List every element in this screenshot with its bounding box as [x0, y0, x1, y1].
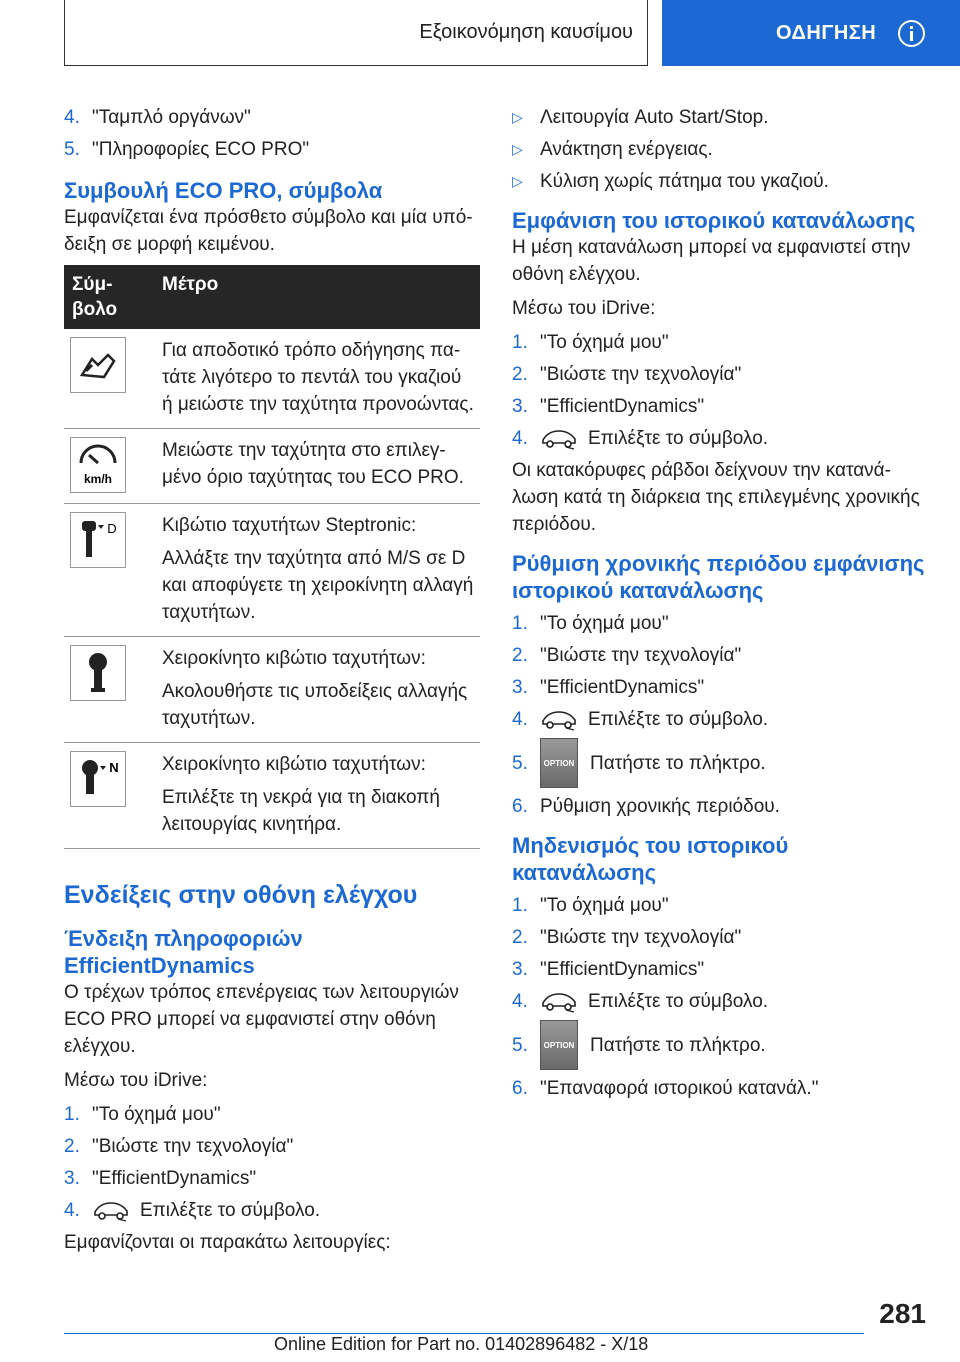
option-key-icon: OPTION: [540, 1020, 578, 1070]
list-item: [512, 329, 928, 356]
table-row: [64, 637, 480, 743]
step-text: "Βιώστε την τεχνολογία": [92, 1136, 294, 1157]
list-item: [64, 136, 480, 163]
info-paragraph: Ο τρέχων τρόπος επενέργειας των λειτουργιών ECO PRO μπορεί να εμφανιστεί στην οθόνη ελέγχου.: [64, 982, 459, 1057]
list-item: [64, 1197, 480, 1224]
table-row: [64, 504, 480, 637]
symbol-cell: [64, 637, 154, 743]
header-section: [64, 0, 648, 66]
list-item: [512, 393, 928, 420]
list-item: [64, 1165, 480, 1192]
measure-text: Ακολουθήστε τις υποδείξεις αλλαγής ταχυτήτων.: [162, 681, 468, 729]
step-number: 4.: [512, 428, 528, 449]
section-heading-display: Ενδείξεις στην οθόνη ελέγχου: [64, 881, 418, 909]
bullet-text: Λειτουργία Auto Start/Stop.: [540, 107, 769, 128]
step-text: "Το όχημά μου": [92, 1104, 221, 1125]
step-number: 4.: [512, 709, 528, 730]
step-number: 2.: [512, 364, 528, 385]
functions-label: Εμφανίζονται οι παρακάτω λειτουργίες:: [64, 1232, 391, 1253]
symbol-cell: [64, 329, 154, 429]
symbol-cell: [64, 429, 154, 504]
list-item: [64, 104, 480, 131]
car-symbol-icon: [540, 990, 578, 1014]
car-symbol-icon: [540, 708, 578, 732]
list-item: [512, 892, 928, 919]
bullet-item: [512, 104, 928, 131]
info-steps-list: [64, 1101, 480, 1224]
step-text: Επιλέξτε το σύμβολο.: [140, 1200, 321, 1221]
section-title: Εξοικονόμηση καυσίμου: [419, 21, 633, 43]
list-item: [512, 956, 928, 983]
step-text: "Ταμπλό οργάνων": [92, 107, 251, 128]
list-item: [512, 1020, 928, 1070]
section-heading-period: Ρύθμιση χρονικής περιόδου εμφάνισης ιστορικού κατανάλωσης: [512, 551, 925, 603]
step-number: 5.: [512, 752, 528, 774]
idrive-label-right: Μέσω του iDrive:: [512, 298, 656, 319]
chapter-title: ΟΔΗΓΗΣΗ: [776, 21, 877, 44]
step-text: "Πληροφορίες ECO PRO": [92, 139, 310, 160]
measure-text: Χειροκίνητο κιβώτιο ταχυτήτων:: [162, 648, 426, 669]
bullet-triangle-icon: ▷: [512, 173, 523, 189]
bars-paragraph: Οι κατακόρυφες ράβδοι δείχνουν την κατανάλωση κατά τη διάρκεια της επιλεγμένης χρονικής περιόδου.: [512, 460, 920, 535]
step-text: Επιλέξτε το σύμβολο.: [588, 428, 769, 449]
list-item: [512, 674, 928, 701]
manual-neutral-n-icon: [70, 751, 126, 807]
section-heading-symbols: Συμβουλή ECO PRO, σύμβολα: [64, 178, 383, 203]
table-header-measure: Μέτρο: [154, 265, 480, 329]
step-number: 5.: [64, 139, 80, 160]
option-key-icon: OPTION: [540, 738, 578, 788]
step-text: Επιλέξτε το σύμβολο.: [588, 991, 769, 1012]
step-text: Επιλέξτε το σύμβολο.: [588, 709, 769, 730]
measure-cell: [154, 743, 480, 849]
steptronic-d-icon: [70, 512, 126, 568]
step-number: 1.: [64, 1104, 80, 1125]
measure-text: Για αποδοτικό τρόπο οδήγησης πατάτε λιγότερο το πεντάλ του γκαζιού ή μειώστε την ταχύτητα προνοώντας.: [162, 340, 474, 415]
list-item: [512, 924, 928, 951]
step-number: 2.: [64, 1136, 80, 1157]
measure-text: Επιλέξτε τη νεκρά για τη διακοπή λειτουργίας κινητήρα.: [162, 787, 440, 835]
history-steps-list: [512, 329, 928, 452]
header-chapter[interactable]: [662, 0, 960, 66]
symbols-table: [64, 265, 480, 849]
step-text: Πατήστε το πλήκτρο.: [590, 1034, 766, 1056]
measure-cell: [154, 429, 480, 504]
step-text: "EfficientDynamics": [92, 1168, 257, 1189]
measure-cell: [154, 504, 480, 637]
reset-steps-list: [512, 892, 928, 1102]
bullet-item: [512, 136, 928, 163]
menu-path-list: [64, 104, 480, 163]
step-text: "Βιώστε την τεχνολογία": [540, 645, 742, 666]
step-text: "EfficientDynamics": [540, 959, 705, 980]
page-number: 281: [879, 1298, 926, 1329]
list-item: [512, 706, 928, 733]
car-symbol-icon: [540, 427, 578, 451]
measure-cell: [154, 329, 480, 429]
step-text: "Το όχημά μου": [540, 895, 669, 916]
foot-off-pedal-icon: [70, 337, 126, 393]
step-number: 2.: [512, 927, 528, 948]
table-header-symbol: Σύμβολο: [64, 265, 154, 329]
step-text: "Το όχημά μου": [540, 613, 669, 634]
period-steps-list: [512, 610, 928, 820]
bullet-item: [512, 168, 928, 195]
section-heading-history: Εμφάνιση του ιστορικού κατανάλωσης: [512, 208, 916, 233]
functions-bullet-list: [512, 104, 928, 195]
table-row: [64, 743, 480, 849]
step-number: 4.: [512, 991, 528, 1012]
step-number: 3.: [512, 959, 528, 980]
step-number: 2.: [512, 645, 528, 666]
list-item: [64, 1101, 480, 1128]
svg-text:D: D: [107, 521, 117, 536]
list-item: [512, 988, 928, 1015]
idrive-label: Μέσω του iDrive:: [64, 1070, 208, 1091]
measure-text: Κιβώτιο ταχυτήτων Steptronic:: [162, 515, 417, 536]
speedometer-kmh-icon: [70, 437, 126, 493]
list-item: [512, 738, 928, 788]
step-text: "Βιώστε την τεχνολογία": [540, 927, 742, 948]
list-item: [512, 1075, 928, 1102]
list-item: [512, 361, 928, 388]
step-text: Ρύθμιση χρονικής περιόδου.: [540, 796, 780, 817]
history-paragraph: Η μέση κατανάλωση μπορεί να εμφανιστεί στην οθόνη ελέγχου.: [512, 237, 911, 285]
svg-text:km/h: km/h: [83, 472, 113, 486]
step-number: 3.: [64, 1168, 80, 1189]
step-text: Πατήστε το πλήκτρο.: [590, 752, 766, 774]
step-number: 3.: [512, 396, 528, 417]
step-number: 4.: [64, 107, 80, 128]
manual-shift-icon: [70, 645, 126, 701]
list-item: [512, 642, 928, 669]
list-item: [512, 425, 928, 452]
step-number: 6.: [512, 1078, 528, 1099]
info-icon[interactable]: [898, 20, 925, 47]
table-row: [64, 329, 480, 429]
section-heading-info: Ένδειξη πληροφοριών EfficientDynamics: [64, 926, 303, 978]
table-row: [64, 429, 480, 504]
step-number: 1.: [512, 895, 528, 916]
list-item: [512, 610, 928, 637]
step-text: "EfficientDynamics": [540, 396, 705, 417]
measure-text: Αλλάξτε την ταχύτητα από M/S σε D και αποφύγετε τη χειροκίνητη αλλαγή ταχυτήτων.: [162, 548, 474, 623]
left-column: [64, 104, 480, 1263]
step-number: 4.: [64, 1200, 80, 1221]
step-text: "EfficientDynamics": [540, 677, 705, 698]
step-number: 5.: [512, 1034, 528, 1056]
step-text: "Το όχημά μου": [540, 332, 669, 353]
list-item: [512, 793, 928, 820]
step-text: "Βιώστε την τεχνολογία": [540, 364, 742, 385]
svg-text:N: N: [109, 760, 119, 775]
bullet-triangle-icon: ▷: [512, 141, 523, 157]
symbol-cell: [64, 743, 154, 849]
step-number: 6.: [512, 796, 528, 817]
symbol-cell: [64, 504, 154, 637]
step-number: 3.: [512, 677, 528, 698]
measure-text: Χειροκίνητο κιβώτιο ταχυτήτων:: [162, 754, 426, 775]
symbols-intro: Εμφανίζεται ένα πρόσθετο σύμβολο και μία υπόδειξη σε μορφή κειμένου.: [64, 207, 473, 255]
footer-edition: Online Edition for Part no. 01402896482 - X/18: [274, 1334, 649, 1354]
list-item: [64, 1133, 480, 1160]
right-column: [512, 104, 928, 1107]
bullet-text: Ανάκτηση ενέργειας.: [540, 139, 713, 160]
measure-cell: [154, 637, 480, 743]
car-symbol-icon: [92, 1199, 130, 1223]
section-heading-reset: Μηδενισμός του ιστορικού κατανάλωσης: [512, 833, 789, 885]
step-number: 1.: [512, 613, 528, 634]
step-number: 1.: [512, 332, 528, 353]
measure-text: Μειώστε την ταχύτητα στο επιλεγμένο όριο ταχύτητας του ECO PRO.: [162, 440, 464, 488]
step-text: "Επαναφορά ιστορικού κατανάλ.": [540, 1078, 819, 1099]
bullet-text: Κύλιση χωρίς πάτημα του γκαζιού.: [540, 171, 829, 192]
bullet-triangle-icon: ▷: [512, 109, 523, 125]
